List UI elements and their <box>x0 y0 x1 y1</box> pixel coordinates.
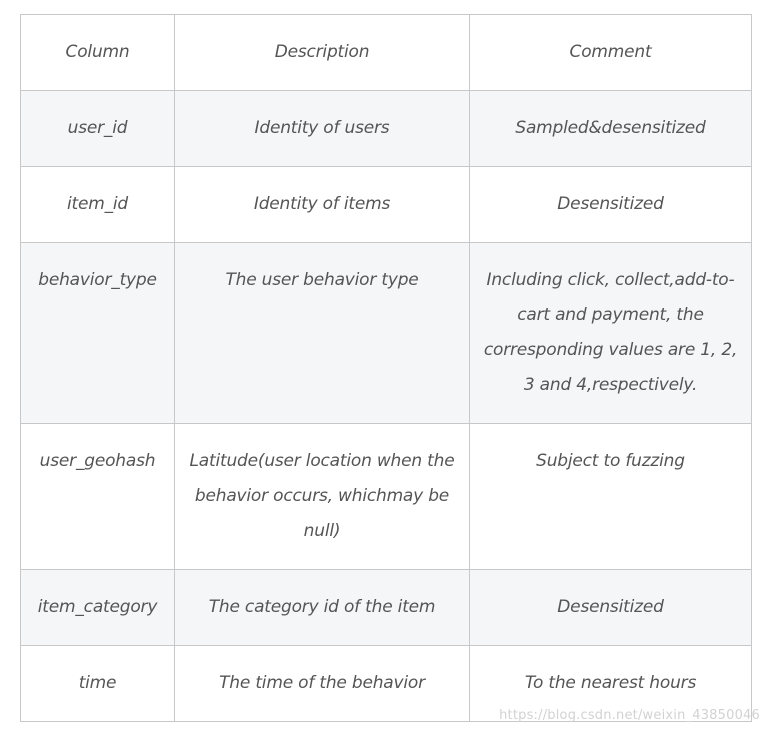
data-dictionary-table <box>20 14 752 722</box>
cell-description: Identity of users <box>175 91 470 167</box>
table-row <box>21 570 752 646</box>
cell-comment: Desensitized <box>470 570 752 646</box>
cell-column: user_id <box>21 91 175 167</box>
cell-comment: To the nearest hours <box>470 646 752 722</box>
table-row <box>21 91 752 167</box>
data-dictionary-table-container <box>20 14 752 722</box>
cell-column: time <box>21 646 175 722</box>
cell-comment: Desensitized <box>470 167 752 243</box>
table-row <box>21 243 752 424</box>
cell-description: Latitude(user location when the behavior occurs, whichmay be null) <box>175 424 470 570</box>
column-header-comment: Comment <box>470 15 752 91</box>
cell-column: user_geohash <box>21 424 175 570</box>
table-header-row <box>21 15 752 91</box>
cell-description: The user behavior type <box>175 243 470 424</box>
cell-comment: Sampled&desensitized <box>470 91 752 167</box>
table-row <box>21 424 752 570</box>
cell-comment: Subject to fuzzing <box>470 424 752 570</box>
column-header-column: Column <box>21 15 175 91</box>
cell-column: behavior_type <box>21 243 175 424</box>
cell-column: item_category <box>21 570 175 646</box>
cell-comment: Including click, collect,add-to-cart and payment, the corresponding values are 1, 2, 3 and 4,respectively. <box>470 243 752 424</box>
cell-column: item_id <box>21 167 175 243</box>
cell-description: The time of the behavior <box>175 646 470 722</box>
table-row <box>21 167 752 243</box>
watermark-url: https://blog.csdn.net/weixin_43850046 <box>499 708 760 723</box>
cell-description: The category id of the item <box>175 570 470 646</box>
column-header-description: Description <box>175 15 470 91</box>
cell-description: Identity of items <box>175 167 470 243</box>
